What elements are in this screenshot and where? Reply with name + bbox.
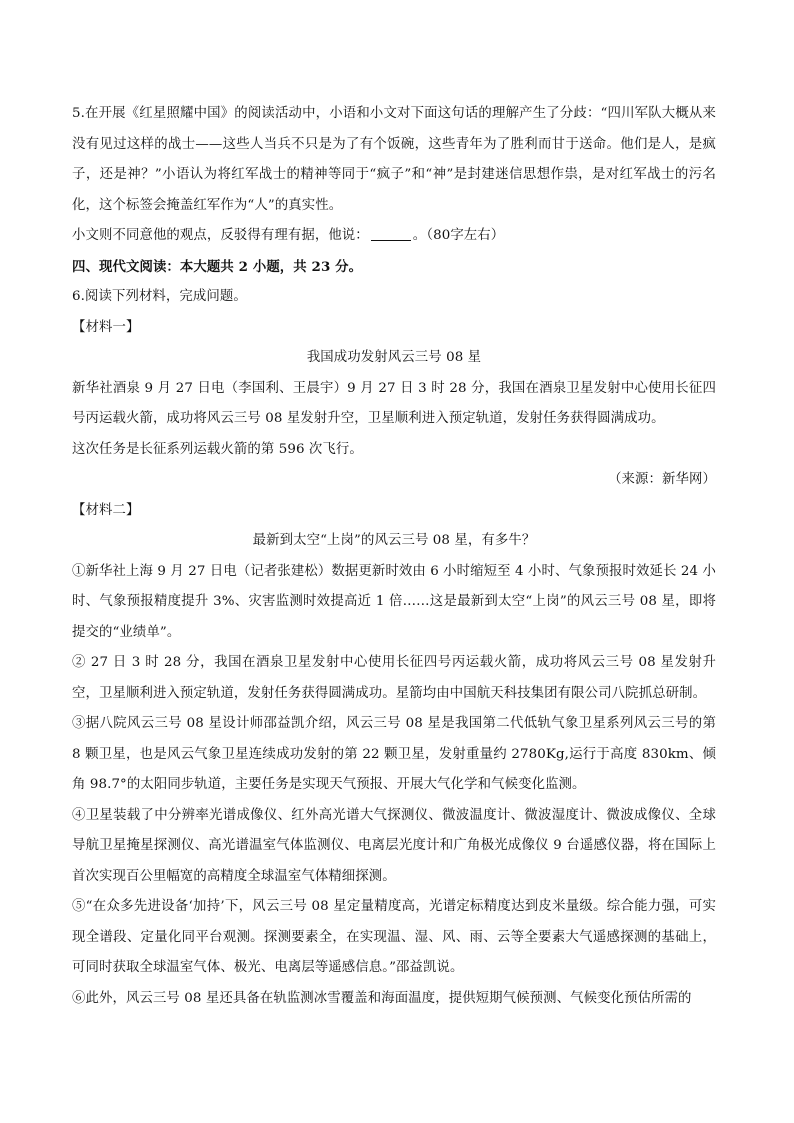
section-4-heading: 四、现代文阅读：本大题共 2 小题，共 23 分。 xyxy=(72,258,363,275)
answer-prefix: 小文则不同意他的观点，反驳得有理有据，他说： xyxy=(72,228,369,243)
question-5-answer-line xyxy=(72,221,716,252)
answer-blank[interactable] xyxy=(371,226,411,241)
question-5-text: 5.在开展《红星照耀中国》的阅读活动中，小语和小文对下面这句话的理解产生了分歧：“四川军队大概从来没有见过这样的战士——这些人当兵不只是为了有个饭碗，这些青年为了胜利而甘于送命。他们是人，是疯子，还是神？”小语认为将红军战士的精神等同于“疯子”和“神”是封建迷信思想作祟，是对红军战士的污名化，这个标签会掩盖红军作为“人”的真实性。 xyxy=(72,106,716,213)
material-1-source: （来源：新华网） xyxy=(608,472,716,487)
question-6-intro: 6.阅读下列材料，完成问题。 xyxy=(72,289,247,304)
material-2-para-5: ⑤“在众多先进设备‘加持’下，风云三号 08 星定量精度高，光谱定标精度达到皮米量级。综合能力强，可实现全谱段、定量化同平台观测。探测要素全，在实现温、湿、风、雨、云等全要素大气遥感探测的基础上，可同时获取全球温室气体、极光、电离层等遥感信息。”邵益凯说。 xyxy=(72,899,716,975)
material-2-label: 【材料二】 xyxy=(72,502,140,518)
material-2-para-1: ①新华社上海 9 月 27 日电（记者张建松）数据更新时效由 6 小时缩短至 4 小时、气象预报时效延长 24 小时、气象预报精度提升 3%、灾害监测时效提高近 1 倍……这是最新到太空“上岗”的风云三号 08 星，即将提交的“业绩单”。 xyxy=(72,563,716,640)
material-1-label: 【材料一】 xyxy=(72,319,140,335)
material-1-title: 我国成功发射风云三号 08 星 xyxy=(306,350,482,365)
answer-suffix: 。（80字左右） xyxy=(412,228,505,243)
material-1-para-1: 新华社酒泉 9 月 27 日电（李国利、王晨宇）9 月 27 日 3 时 28 分，我国在酒泉卫星发射中心使用长征四号丙运载火箭，成功将风云三号 08 星发射升空，卫星顺利进入预定轨道，发射任务获得圆满成功。 xyxy=(72,380,716,426)
document-body xyxy=(72,99,716,1014)
material-2-para-6: ⑥此外，风云三号 08 星还具备在轨监测冰雪覆盖和海面温度，提供短期气候预测、气候变化预估所需的 xyxy=(72,990,692,1006)
material-2-para-4: ④卫星装载了中分辨率光谱成像仪、红外高光谱大气探测仪、微波温度计、微波湿度计、微波成像仪、全球导航卫星掩星探测仪、高光谱温室气体监测仪、电离层光度计和广角极光成像仪 9 台遥感仪器，将在国际上首次实现百公里幅宽的高精度全球温室气体精细探测。 xyxy=(72,807,716,884)
material-1-para-2: 这次任务是长征系列运载火箭的第 596 次飞行。 xyxy=(72,441,363,457)
material-2-title: 最新到太空“上岗”的风云三号 08 星，有多牛？ xyxy=(252,533,536,548)
material-2-para-2: ② 27 日 3 时 28 分，我国在酒泉卫星发射中心使用长征四号丙运载火箭，成功将风云三号 08 星发射升空，卫星顺利进入预定轨道，发射任务获得圆满成功。星箭均由中国航天科技集团有限公司八院抓总研制。 xyxy=(72,655,716,701)
material-2-para-3: ③据八院风云三号 08 星设计师邵益凯介绍，风云三号 08 星是我国第二代低轨气象卫星系列风云三号的第 8 颗卫星，也是风云气象卫星连续成功发射的第 22 颗卫星，发射重量约 2780Kg,运行于高度 830km、倾角 98.7°的太阳同步轨道，主要任务是实现天气预报、开展大气化学和气候变化监测。 xyxy=(72,716,716,792)
